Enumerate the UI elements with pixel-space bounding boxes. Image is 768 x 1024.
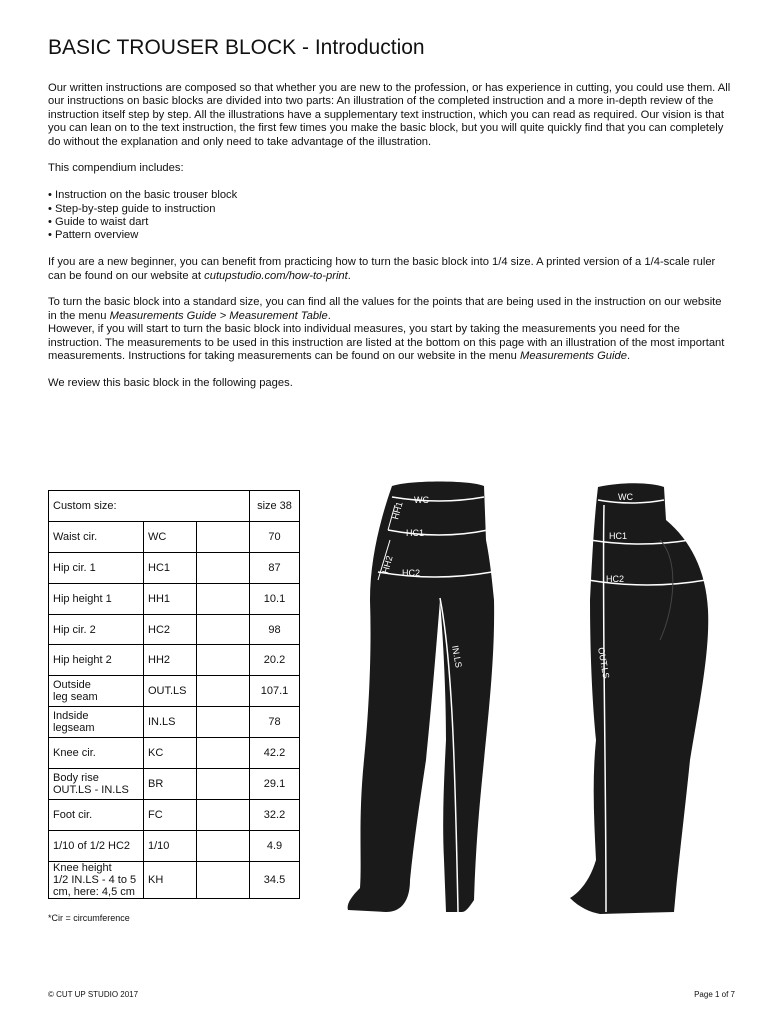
page-number: Page 1 of 7: [694, 990, 735, 999]
measurement-value: 32.2: [250, 799, 300, 830]
label-in-ls: IN.LS: [450, 644, 464, 669]
intro-paragraph-2: This compendium includes:: [48, 162, 184, 175]
label-hc1: HC1: [406, 528, 425, 538]
label-hh2: HH2: [380, 554, 395, 575]
list-item: • Guide to waist dart: [48, 216, 732, 229]
measurement-value: 20.2: [250, 645, 300, 676]
measurement-name: 1/10 of 1/2 HC2: [49, 830, 144, 861]
measurement-abbr: KC: [144, 738, 197, 769]
text: .: [347, 269, 351, 282]
measurement-name: Hip cir. 2: [49, 614, 144, 645]
measurement-name: Outside leg seam: [49, 676, 144, 707]
measurement-abbr: HH2: [144, 645, 197, 676]
text: However, if you will start to turn the basic block into individual measures, you start by taking the measurements you need for the instruction. The measurements to be used in this instruction are listed at the bottom on this page with an illustration of the most important measurements. Instructions for taking measurements can be found on our website in the menu: [48, 323, 725, 363]
menu-reference: Measurements Guide > Measurement Table: [109, 309, 328, 322]
front-figure: [348, 482, 495, 913]
measurement-name: Hip cir. 1: [49, 552, 144, 583]
text: If you are a new beginner, you can benefit from practicing how to turn the basic block into 1/4 size. A printed version of a 1/4-scale ruler can be found on our website at: [48, 256, 716, 282]
label-side-wc: WC: [618, 492, 633, 502]
size-label: size 38: [250, 491, 300, 522]
measurement-name: Body rise OUT.LS - IN.LS: [49, 769, 144, 800]
label-side-out-ls: OUT.LS: [596, 646, 612, 680]
measurement-value: 98: [250, 614, 300, 645]
measurement-value: 78: [250, 707, 300, 738]
measurement-abbr: KH: [144, 861, 197, 898]
list-item: • Pattern overview: [48, 229, 732, 242]
measurement-value: 4.9: [250, 830, 300, 861]
intro-paragraph-6: We review this basic block in the following pages.: [48, 376, 293, 389]
label-hc2: HC2: [402, 568, 421, 578]
measurement-value: 29.1: [250, 769, 300, 800]
text: .: [327, 309, 331, 322]
label-side-hc1: HC1: [609, 531, 628, 541]
title-sub: - Introduction: [296, 36, 425, 59]
measurement-value: 34.5: [250, 861, 300, 898]
measurement-value: 107.1: [250, 676, 300, 707]
measurement-name: Foot cir.: [49, 799, 144, 830]
measurement-value: 10.1: [250, 583, 300, 614]
measurement-name: Indside legseam: [49, 707, 144, 738]
label-side-hc2: HC2: [606, 574, 625, 584]
list-item: • Instruction on the basic trouser block: [48, 189, 732, 202]
intro-paragraph-1: Our written instructions are composed so that whether you are new to the profession, or has experience in cutting, you could use them. All our instructions on basic blocks are divided into two parts: An illustration of the completed instruction and a more in-depth review of the instruction itself step by step. All the illustrations have a supplementary text instruction, which you can read as required. Our vision is that you can lean on to the text instruction, the first few times you make the basic block, but you will quite quickly find that you can completely do without the explanation and only need to take advantage of the illustration.: [48, 82, 731, 148]
measurement-name: Knee height 1/2 IN.LS - 4 to 5 cm, here: 4,5 cm: [49, 861, 144, 898]
measurement-abbr: HC2: [144, 614, 197, 645]
label-hh1: HH1: [390, 500, 405, 521]
text: To turn the basic block into a standard size, you can find all the values for the points that are being used in the instruction on our website in the menu: [48, 296, 722, 322]
measurement-abbr: HH1: [144, 583, 197, 614]
label-wc: WC: [414, 495, 429, 505]
measurement-abbr: 1/10: [144, 830, 197, 861]
side-figure: [570, 483, 708, 914]
menu-reference: Measurements Guide: [520, 350, 627, 363]
measurement-abbr: WC: [144, 521, 197, 552]
footnote: *Cir = circumference: [48, 913, 130, 923]
measurement-abbr: BR: [144, 769, 197, 800]
measurement-value: 87: [250, 552, 300, 583]
copyright: © CUT UP STUDIO 2017: [48, 990, 139, 999]
measurement-value: 70: [250, 521, 300, 552]
measurement-abbr: HC1: [144, 552, 197, 583]
measurement-abbr: OUT.LS: [144, 676, 197, 707]
measurement-name: Knee cir.: [49, 738, 144, 769]
measurement-name: Waist cir.: [49, 521, 144, 552]
website-link[interactable]: cutupstudio.com/how-to-print: [204, 269, 348, 282]
title-main: BASIC TROUSER BLOCK: [48, 36, 297, 59]
measurement-value: 42.2: [250, 738, 300, 769]
measurement-name: Hip height 2: [49, 645, 144, 676]
custom-size-label: Custom size:: [49, 491, 250, 522]
measurement-abbr: IN.LS: [144, 707, 197, 738]
measurement-name: Hip height 1: [49, 583, 144, 614]
measurement-abbr: FC: [144, 799, 197, 830]
text: .: [626, 350, 631, 363]
list-item: • Step-by-step guide to instruction: [48, 203, 732, 216]
